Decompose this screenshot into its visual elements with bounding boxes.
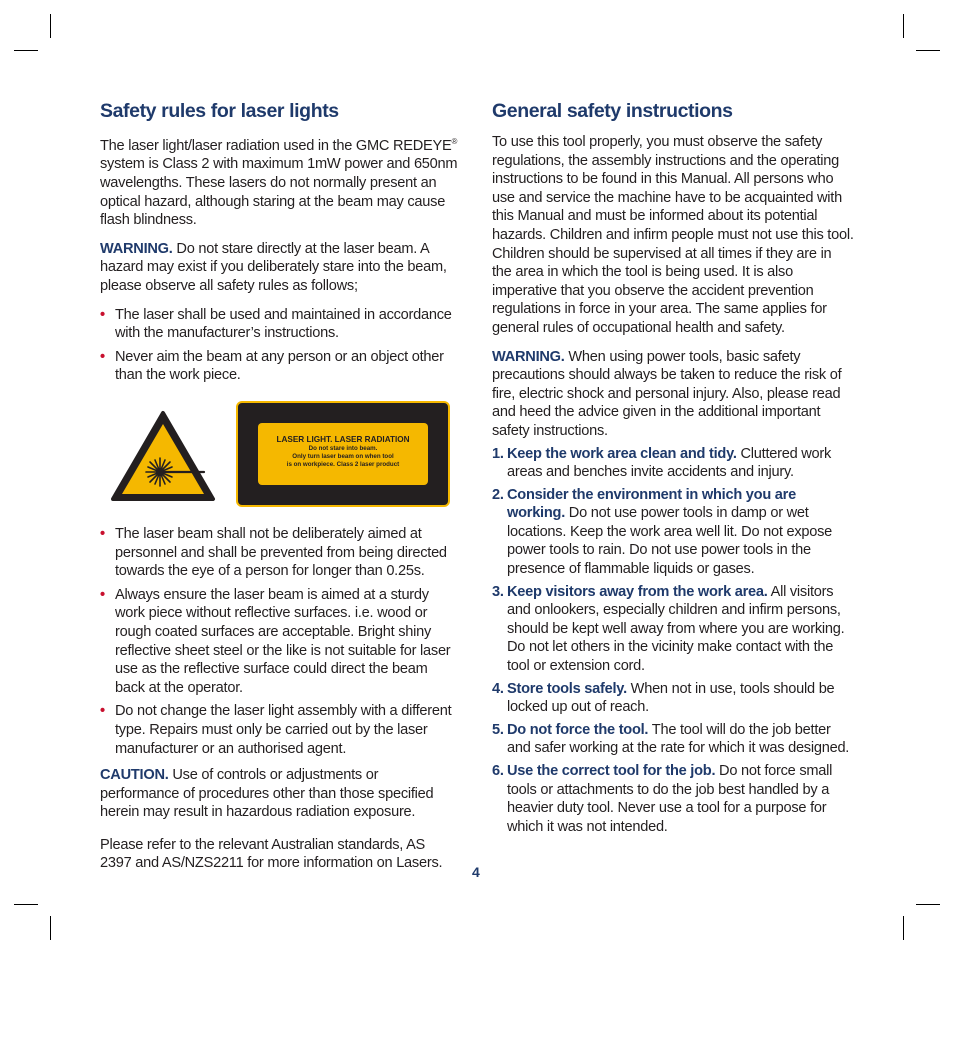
- crop-mark: [903, 14, 904, 38]
- list-item: [100, 525, 460, 581]
- rule-text: Do not force small tools or attachments to do the job best handled by a heavier duty tool. Never use a tool for a purpose for which it was not intended.: [507, 763, 833, 835]
- rule-number: 2.: [492, 486, 504, 503]
- general-safety-heading: General safety instructions: [492, 100, 733, 122]
- rule-title: Do not force the tool.: [507, 721, 649, 738]
- laser-label-line: Do not stare into beam.: [308, 444, 378, 452]
- warning-text: When using power tools, basic safety precautions should always be taken to reduce the risk of fire, electric shock and personal injury. Also, please read and heed the advice given in the additional important safety instructions.: [492, 348, 842, 439]
- laser-intro-text-2: system is Class 2 with maximum 1mW power and 650nm wavelengths. These lasers do not normally present an optical hazard, although staring at the beam may cause flash blindness.: [100, 156, 458, 229]
- rule-number: 6.: [492, 763, 504, 779]
- laser-intro-paragraph: [100, 133, 460, 230]
- crop-mark: [14, 904, 38, 905]
- laser-label-title: LASER LIGHT. LASER RADIATION: [276, 434, 410, 444]
- list-item-text: The laser shall be used and maintained in accordance with the manufacturer’s instructions.: [115, 306, 452, 342]
- laser-label-line: is on workpiece. Class 2 laser product: [286, 460, 400, 468]
- rule-number: 4.: [492, 680, 504, 697]
- caution-paragraph: [100, 766, 460, 822]
- rule-title: Use the correct tool for the job.: [507, 763, 716, 779]
- bullet: •: [100, 348, 105, 365]
- rule-text: All visitors and onlookers, especially children and infirm persons, should be kept well away from where you are working. Do not let others in the vicinity make contact with the tool or extension cord.: [507, 583, 845, 675]
- list-item: [100, 306, 460, 343]
- bullet: •: [100, 703, 105, 720]
- rule-number: 3.: [492, 583, 504, 600]
- registered-mark: ®: [451, 137, 458, 146]
- caution-text: Use of controls or adjustments or performance of procedures other than those specified herein may result in hazardous radiation exposure.: [100, 767, 434, 821]
- list-item: [492, 445, 854, 482]
- laser-warning-triangle-icon: [110, 410, 216, 502]
- crop-mark: [50, 14, 51, 38]
- list-item-text: Always ensure the laser beam is aimed at a sturdy work piece without reflective surfaces. i.e. wood or rough coated surfaces are acceptable. Bright shiny reflective sheet steel or the like is not suitable for laser use as the reflective surface could direct the beam back at the operator.: [115, 586, 451, 696]
- rule-text: Do not use power tools in damp or wet locations. Keep the work area well lit. Do not expose power tools to rain. Do not use power tools in the presence of flammable liquids or gases.: [507, 505, 833, 578]
- rule-text: The tool will do the job better and safer working at the rate for which it was designed.: [507, 721, 850, 757]
- laser-label-panel: [258, 423, 428, 485]
- rule-text: When not in use, tools should be locked up out of reach.: [507, 680, 835, 716]
- page-number: 4: [472, 864, 480, 880]
- standards-paragraph: Please refer to the relevant Australian standards, AS 2397 and AS/NZS2211 for more information on Lasers.: [100, 836, 443, 872]
- list-item: [100, 586, 460, 698]
- general-warning-paragraph: [492, 348, 854, 441]
- bullet: •: [100, 306, 105, 323]
- rule-number: 5.: [492, 721, 504, 738]
- caution-label: CAUTION.: [100, 767, 169, 784]
- list-item: [100, 702, 460, 758]
- general-safety-column: [492, 98, 854, 840]
- laser-rules-list-2: [100, 525, 460, 758]
- rule-title: Consider the environment in which you are working.: [507, 486, 796, 522]
- list-item: [492, 680, 854, 717]
- rule-number: 1.: [492, 445, 504, 462]
- rule-title: Keep visitors away from the work area.: [507, 583, 768, 600]
- list-item-text: Never aim the beam at any person or an object other than the work piece.: [115, 348, 444, 384]
- list-item-text: The laser beam shall not be deliberately aimed at personnel and shall be prevented from being directed towards the eye of a person for longer than 0.25s.: [115, 525, 447, 580]
- safety-rules-list: [492, 445, 854, 837]
- list-item: [492, 762, 854, 836]
- bullet: •: [100, 586, 105, 603]
- crop-mark: [903, 916, 904, 940]
- list-item: [492, 721, 854, 758]
- general-intro-paragraph: To use this tool properly, you must observe the safety regulations, the assembly instructions and the operating instructions to be found in this Manual. All persons who use and service the machine have to be acquainted with this Manual and must be informed about its potential hazards. Children and infirm people must not use this tool. Children should be supervised at all times if they are in the area in which the tool is being used. It is also imperative that you observe the accident prevention regulations in force in your area. The same applies for general rules of occupational health and safety.: [492, 134, 854, 336]
- laser-safety-column: [100, 98, 460, 883]
- bullet: •: [100, 525, 105, 542]
- warning-text: Do not stare directly at the laser beam. A hazard may exist if you deliberately stare into the beam, please observe all safety rules as follows;: [100, 240, 447, 295]
- crop-mark: [916, 50, 940, 51]
- list-item: [492, 486, 854, 579]
- list-item-text: Do not change the laser light assembly with a different type. Repairs must only be carried out by the laser manufacturer or an authorised agent.: [115, 703, 452, 757]
- laser-radiation-label: [236, 401, 450, 507]
- laser-label-line: Only turn laser beam on when tool: [292, 452, 394, 460]
- crop-mark: [14, 50, 38, 51]
- crop-mark: [50, 916, 51, 940]
- warning-label: WARNING.: [100, 240, 173, 257]
- laser-rules-list: [100, 306, 460, 385]
- rule-title: Store tools safely.: [507, 680, 627, 697]
- list-item: [100, 348, 460, 385]
- laser-intro-text: The laser light/laser radiation used in the GMC REDEYE: [100, 137, 452, 154]
- rule-text: Cluttered work areas and benches invite accidents and injury.: [507, 445, 832, 481]
- laser-warning-paragraph: [100, 240, 460, 296]
- rule-title: Keep the work area clean and tidy.: [507, 445, 737, 462]
- warning-label: WARNING.: [492, 348, 565, 365]
- crop-mark: [916, 904, 940, 905]
- laser-safety-heading: Safety rules for laser lights: [100, 100, 339, 122]
- list-item: [492, 583, 854, 676]
- laser-warning-signs: [100, 401, 460, 509]
